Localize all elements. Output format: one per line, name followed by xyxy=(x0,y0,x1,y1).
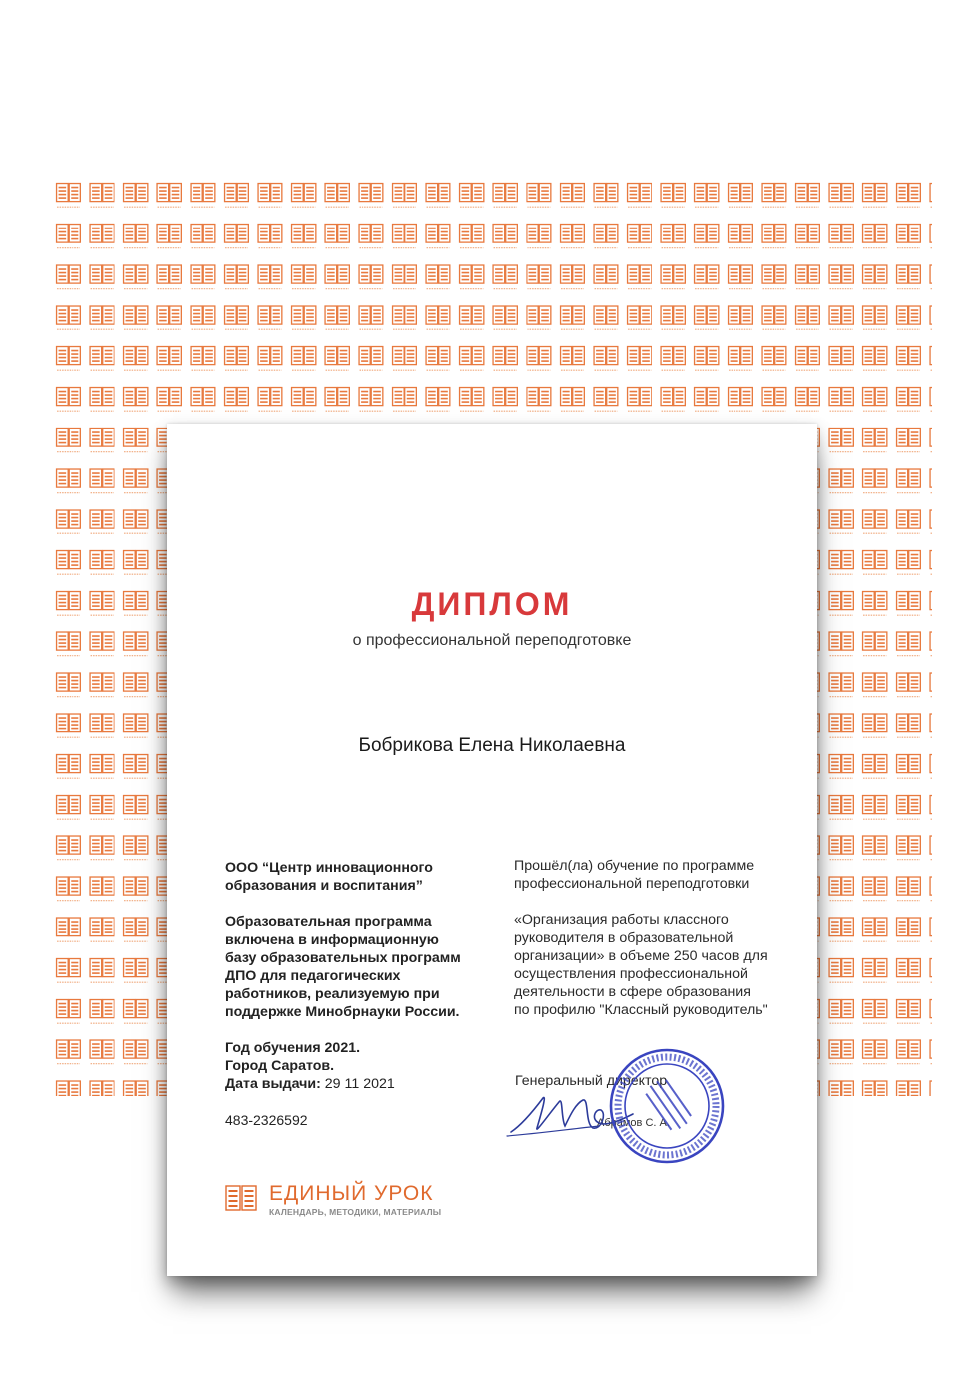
left-column xyxy=(225,859,500,1093)
issue-date-line xyxy=(225,1075,500,1093)
study-year: Год обучения 2021. xyxy=(225,1040,361,1056)
director-title: Генеральный директор xyxy=(515,1073,668,1089)
issue-date-label: Дата выдачи: xyxy=(225,1076,321,1092)
logo-title: ЕДИНЫЙ УРОК xyxy=(269,1182,434,1205)
logo xyxy=(225,1182,465,1222)
diploma-sheet xyxy=(167,424,817,1276)
diploma-title: ДИПЛОМ xyxy=(411,586,573,622)
diploma-subtitle: о профессиональной переподготовке xyxy=(352,632,632,649)
logo-subtitle: КАЛЕНДАРЬ, МЕТОДИКИ, МАТЕРИАЛЫ xyxy=(269,1207,442,1217)
book-icon xyxy=(225,1184,257,1214)
recipient-name: Бобрикова Елена Николаевна xyxy=(358,735,626,756)
seal-stamp xyxy=(607,1046,727,1166)
program-text: «Организация работы классного руководителя в образовательной организации» в объеме 250 часов для осуществления профессиональной деятельности в сфере образования по профилю "Классный руководитель" xyxy=(514,912,768,1018)
right-column xyxy=(514,857,804,1019)
issue-date: 29 11 2021 xyxy=(324,1076,395,1092)
director-name: Абрамов С. А. xyxy=(597,1117,670,1129)
completed-text: Прошёл(ла) обучение по программе профессиональной переподготовки xyxy=(514,858,755,892)
city: Город Саратов. xyxy=(225,1058,335,1074)
organization-name: ООО “Центр инновационного образования и воспитания” xyxy=(225,860,433,894)
program-note: Образовательная программа включена в информационную базу образовательных программ ДПО для педагогических работников, реализуемую при поддержке Минобрнауки России. xyxy=(225,914,461,1020)
registration-number: 483-2326592 xyxy=(225,1112,308,1128)
